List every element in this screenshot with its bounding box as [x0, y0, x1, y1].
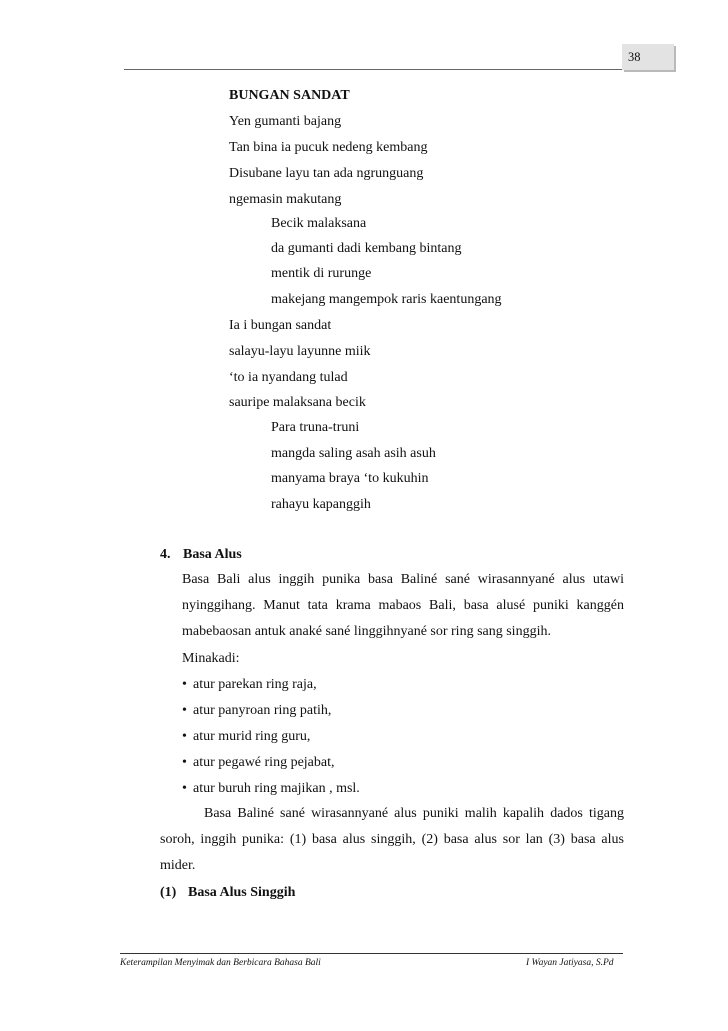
bullet-icon: • — [182, 781, 187, 796]
list-item-text: atur panyroan ring patih, — [193, 703, 332, 718]
list-item — [182, 780, 360, 798]
subsection-number: (1) — [160, 885, 177, 900]
bullet-icon: • — [182, 729, 187, 744]
section-heading: Basa Alus — [183, 547, 242, 562]
poem-line: manyama braya ‘to kukuhin — [271, 471, 429, 486]
poem-line: mentik di rurunge — [271, 266, 372, 281]
paragraph-line: mider. — [160, 858, 196, 873]
poem-line: salayu-layu layunne miik — [229, 344, 371, 359]
list-item-text: atur parekan ring raja, — [193, 677, 317, 692]
poem-line: mangda saling asah asih asuh — [271, 446, 436, 461]
list-item — [182, 676, 317, 694]
list-item — [182, 754, 335, 772]
list-item — [182, 702, 331, 720]
paragraph-line: nyinggihang. Manut tata krama mabaos Bali, basa alusé puniki kanggén — [182, 598, 624, 613]
paragraph-line: mabebaosan antuk anaké sané linggihnyané sor ring sang singgih. — [182, 624, 551, 639]
poem-line: Becik malaksana — [271, 216, 367, 231]
poem-line: Para truna-truni — [271, 420, 360, 435]
poem-line: sauripe malaksana becik — [229, 395, 366, 410]
bullet-icon: • — [182, 703, 187, 718]
poem-line: Tan bina ia pucuk nedeng kembang — [229, 140, 428, 155]
paragraph-line: Basa Bali alus inggih punika basa Baliné sané wirasannyané alus utawi — [182, 572, 624, 587]
paragraph-line: soroh, inggih punika: (1) basa alus singgih, (2) basa alus sor lan (3) basa alus — [160, 832, 624, 847]
poem-line: ‘to ia nyandang tulad — [229, 370, 348, 385]
header-rule — [124, 69, 622, 70]
poem-line: rahayu kapanggih — [271, 497, 371, 512]
list-item — [182, 728, 310, 746]
bullet-icon: • — [182, 755, 187, 770]
bullet-icon: • — [182, 677, 187, 692]
list-item-text: atur pegawé ring pejabat, — [193, 755, 335, 770]
poem-line: Ia i bungan sandat — [229, 318, 332, 333]
section-intro-paragraph — [182, 567, 624, 645]
poem-title: BUNGAN SANDAT — [229, 88, 350, 103]
poem-line: ngemasin makutang — [229, 192, 342, 207]
footer-author: I Wayan Jatiyasa, S.Pd — [526, 958, 614, 968]
minakadi-label: Minakadi: — [182, 651, 240, 666]
poem-line: Disubane layu tan ada ngrunguang — [229, 166, 424, 181]
subsection-heading: Basa Alus Singgih — [188, 885, 296, 900]
paragraph-line: Basa Baliné sané wirasannyané alus puniki malih kapalih dados tigang — [204, 806, 624, 821]
poem-line: da gumanti dadi kembang bintang — [271, 241, 462, 256]
section-paragraph-2 — [160, 801, 624, 879]
page-number: 38 — [622, 44, 674, 70]
list-item-text: atur buruh ring majikan , msl. — [193, 781, 360, 796]
poem-line: Yen gumanti bajang — [229, 114, 342, 129]
footer-rule — [120, 953, 623, 954]
section-number: 4. — [160, 547, 171, 562]
list-item-text: atur murid ring guru, — [193, 729, 311, 744]
footer-book-title: Keterampilan Menyimak dan Berbicara Bahasa Bali — [120, 958, 321, 968]
poem-line: makejang mangempok raris kaentungang — [271, 292, 502, 307]
